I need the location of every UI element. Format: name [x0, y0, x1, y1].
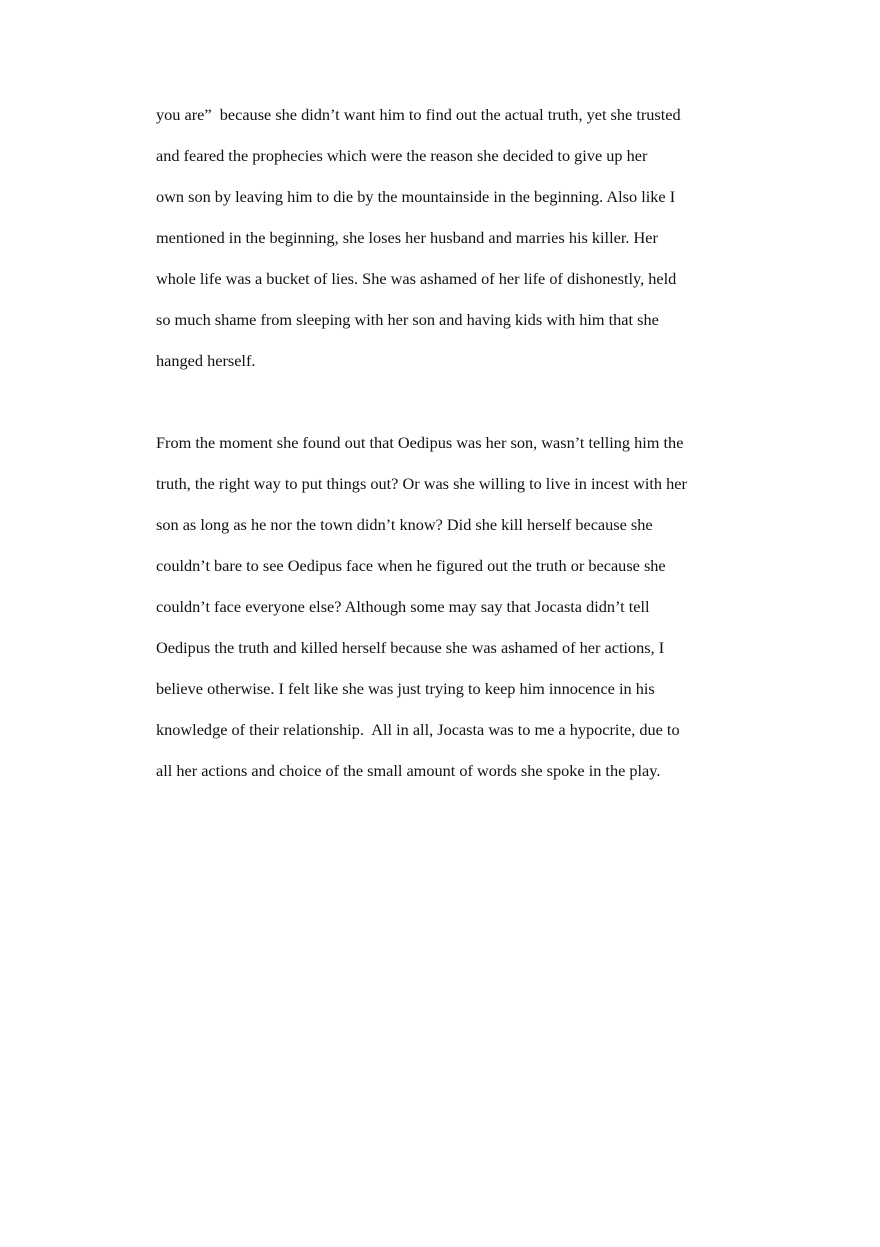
paragraph-1-line: you are” because she didn’t want him to find out the actual truth, yet she trusted: [156, 105, 681, 124]
paragraph-1-line: hanged herself.: [156, 351, 256, 370]
paragraph-2-line: knowledge of their relationship. All in all, Jocasta was to me a hypocrite, due to: [156, 720, 680, 739]
paragraph-2-line: son as long as he nor the town didn’t know? Did she kill herself because she: [156, 515, 653, 534]
paragraph-2-line: couldn’t face everyone else? Although some may say that Jocasta didn’t tell: [156, 597, 650, 616]
paragraph-2-line: believe otherwise. I felt like she was just trying to keep him innocence in his: [156, 679, 655, 698]
paragraph-1-line: whole life was a bucket of lies. She was ashamed of her life of dishonestly, held: [156, 269, 677, 288]
paragraph-1-line: so much shame from sleeping with her son and having kids with him that she: [156, 310, 659, 329]
paragraph-1-line: own son by leaving him to die by the mountainside in the beginning. Also like I: [156, 187, 676, 206]
paragraph-2-line: truth, the right way to put things out? Or was she willing to live in incest with her: [156, 474, 687, 493]
paragraph-2-line: couldn’t bare to see Oedipus face when he figured out the truth or because she: [156, 556, 666, 575]
paragraph-2-line: From the moment she found out that Oedipus was her son, wasn’t telling him the: [156, 433, 684, 452]
paragraph-1-line: and feared the prophecies which were the reason she decided to give up her: [156, 146, 648, 165]
paragraph-2-line: all her actions and choice of the small amount of words she spoke in the play.: [156, 761, 661, 780]
paragraph-1-line: mentioned in the beginning, she loses her husband and marries his killer. Her: [156, 228, 658, 247]
paragraph-2-line: Oedipus the truth and killed herself because she was ashamed of her actions, I: [156, 638, 665, 657]
